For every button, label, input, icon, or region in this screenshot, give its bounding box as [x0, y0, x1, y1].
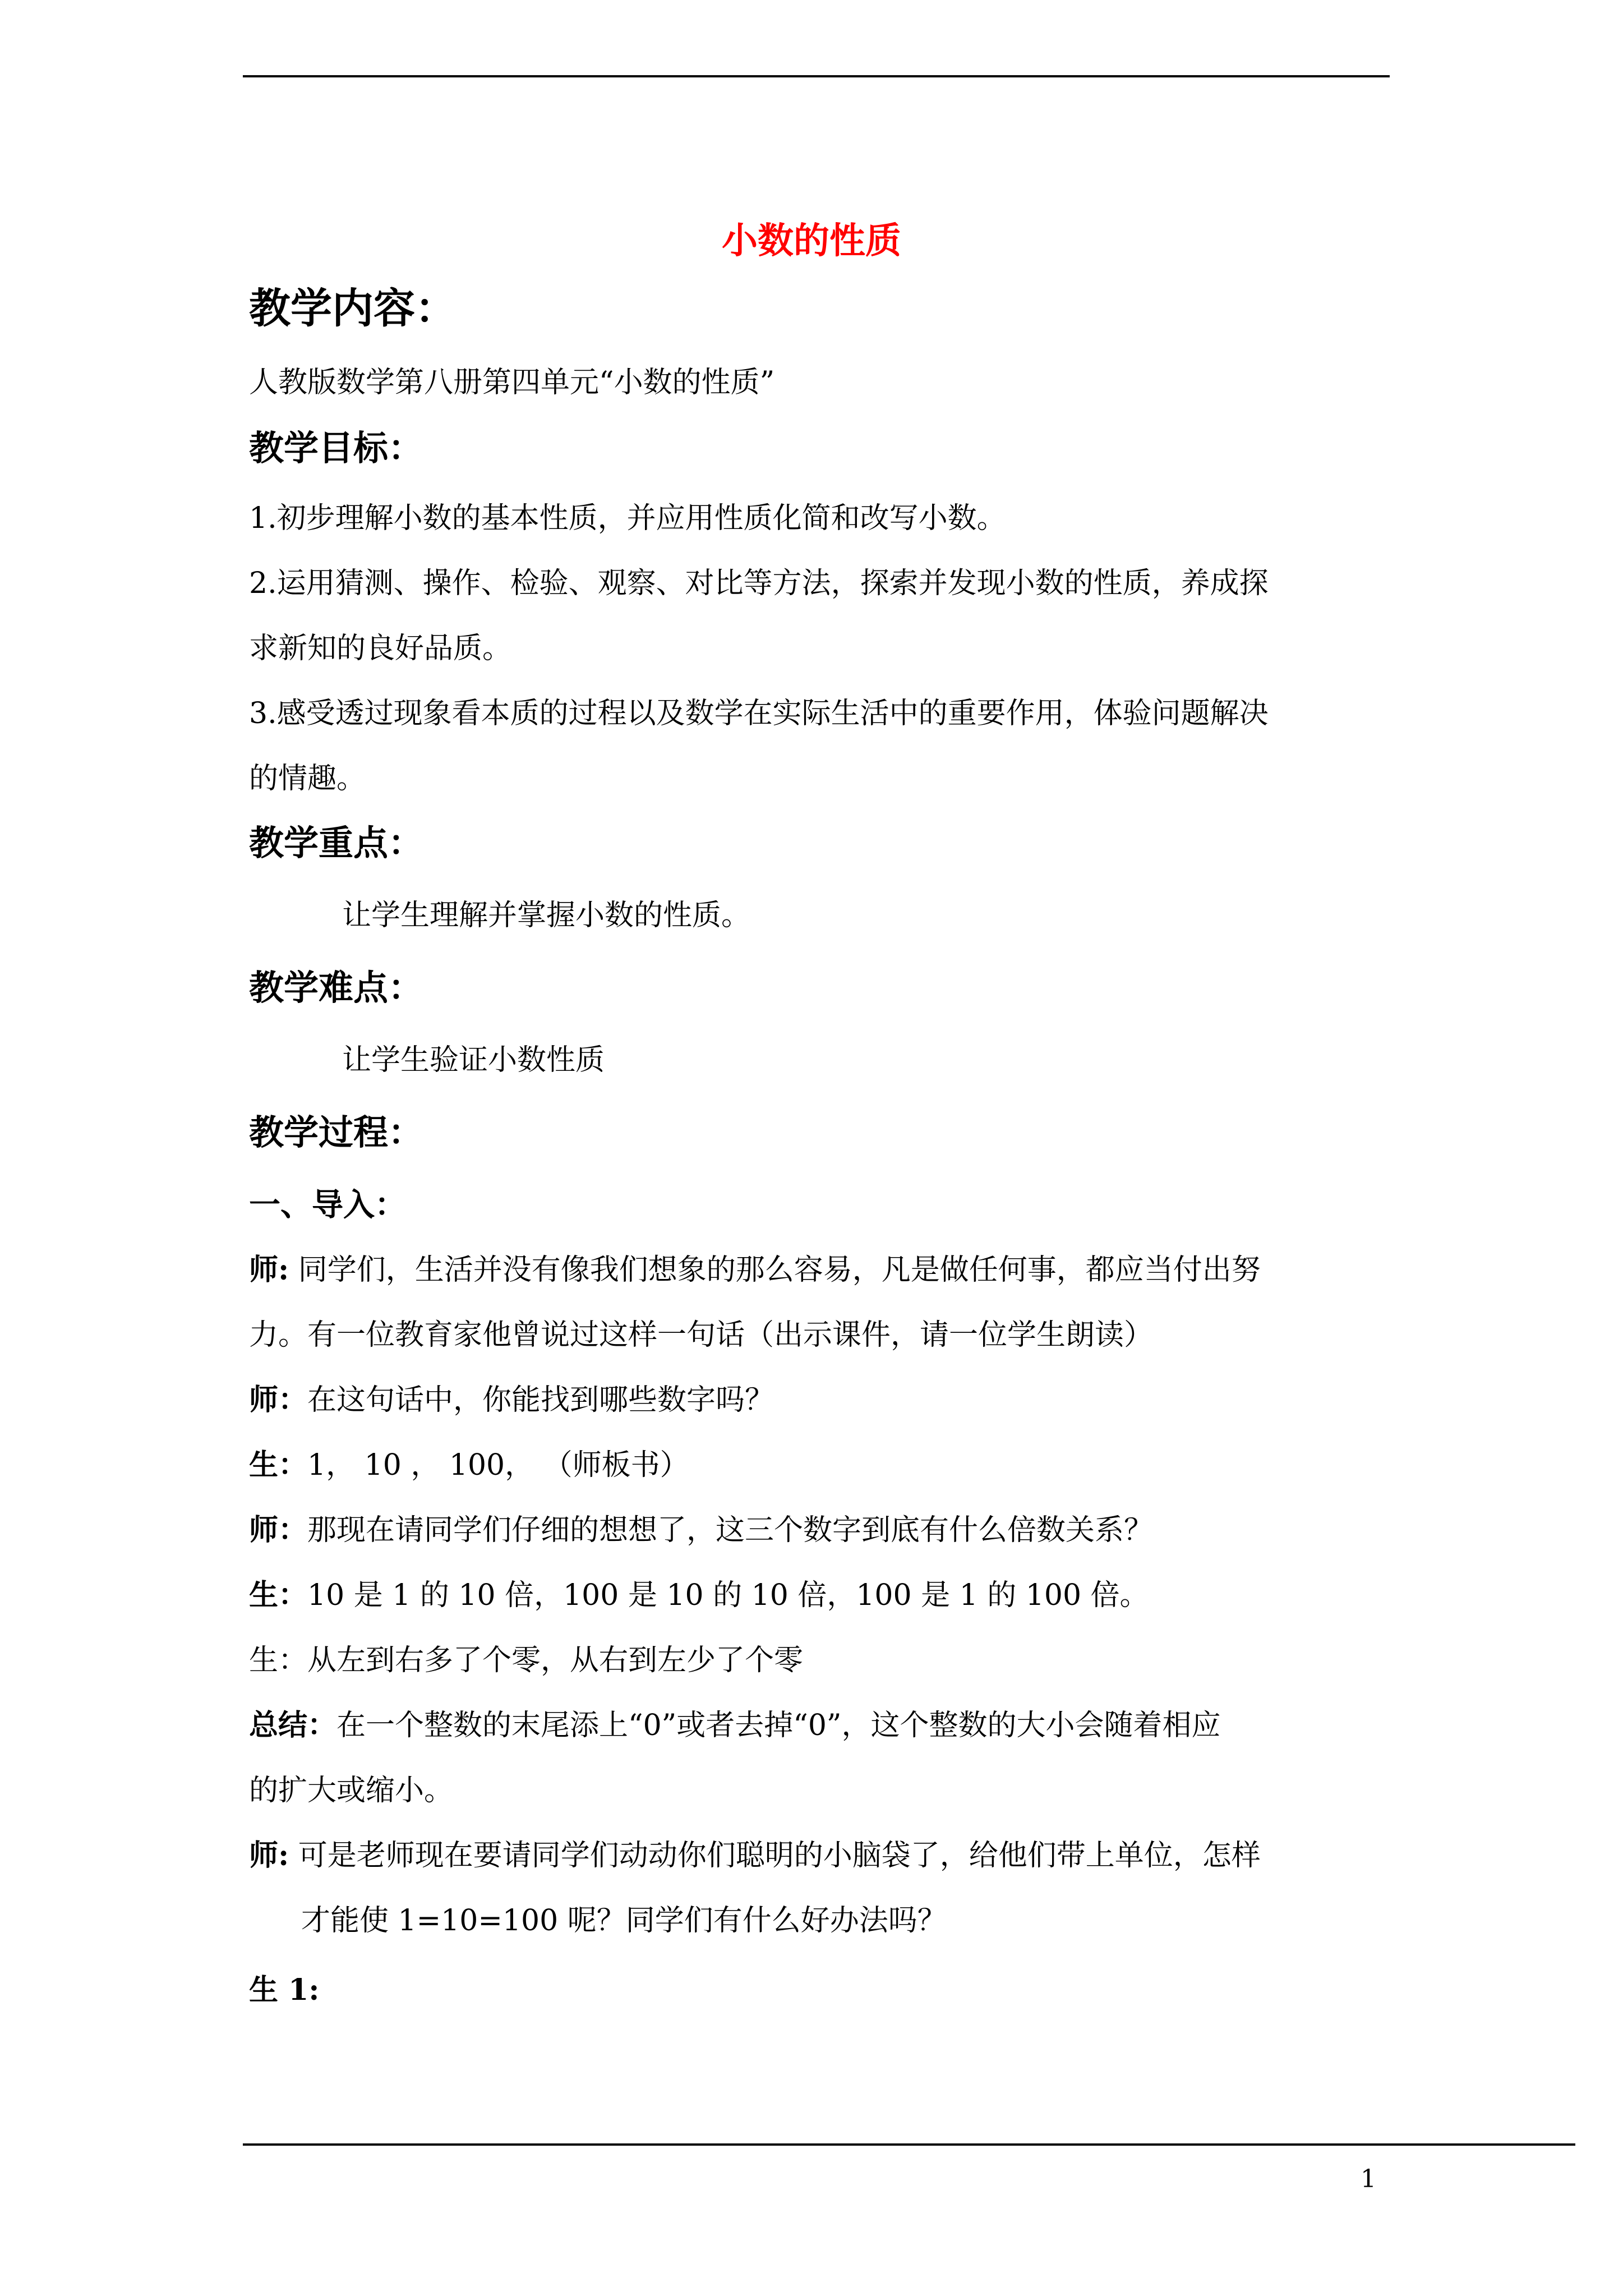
difficulty-text: 让学生验证小数性质 — [342, 1043, 605, 1077]
dialogue-text: 同学们，生活并没有像我们想象的那么容易，凡是做任何事，都应当付出努 — [289, 1253, 1261, 1287]
speaker-label: 师: — [249, 1838, 289, 1872]
dialogue-continuation: 力。有一位教育家他曾说过这样一句话（出示课件，请一位学生朗读） — [249, 1318, 1154, 1352]
speaker-label: 师： — [249, 1383, 308, 1417]
goal-2-line-2: 求新知的良好品质。 — [249, 632, 512, 665]
dialogue-text: 10 是 1 的 10 倍，100 是 10 的 10 倍，100 是 1 的 100 倍。 — [307, 1579, 1149, 1612]
heading-teaching-content: 教学内容： — [249, 284, 457, 333]
dialogue-line — [249, 1693, 1393, 1758]
goal-1: 1.初步理解小数的基本性质，并应用性质化简和改写小数。 — [249, 501, 1006, 535]
heading-teaching-goals: 教学目标： — [249, 427, 423, 468]
dialogue-continuation: 的扩大或缩小。 — [249, 1774, 454, 1807]
goal-3-line-1: 3.感受透过现象看本质的过程以及数学在实际生活中的重要作用，体验问题解决 — [249, 697, 1269, 730]
document-title: 小数的性质 — [722, 220, 901, 262]
speaker-label: 生： — [249, 1578, 308, 1612]
dialogue-line — [249, 1498, 1393, 1563]
dialogue-line: 生：从左到右多了个零，从右到左少了个零 — [249, 1644, 804, 1677]
dialogue-line — [249, 1563, 1393, 1628]
dialogue-line — [249, 1237, 1393, 1303]
dialogue-text: 那现在请同学们仔细的想想了，这三个数字到底有什么倍数关系？ — [307, 1513, 1154, 1547]
dialogue-text: 可是老师现在要请同学们动动你们聪明的小脑袋了，给他们带上单位，怎样 — [289, 1839, 1261, 1872]
key-point-text: 让学生理解并掌握小数的性质。 — [342, 899, 751, 932]
dialogue-line — [249, 1958, 1393, 2023]
heading-process: 教学过程： — [249, 1112, 423, 1153]
dialogue-text: 在这句话中，你能找到哪些数字吗？ — [307, 1383, 774, 1417]
speaker-label: 师： — [249, 1513, 308, 1547]
page-number: 1 — [1361, 2165, 1376, 2193]
dialogue-continuation: 才能使 1=10=100 呢？同学们有什么好办法吗？ — [301, 1904, 947, 1938]
teaching-content-text: 人教版数学第八册第四单元“小数的性质” — [249, 366, 775, 399]
heading-difficulty: 教学难点： — [249, 967, 423, 1008]
heading-key-point: 教学重点： — [249, 822, 423, 863]
heading-introduction: 一、导入： — [249, 1186, 406, 1223]
header-rule — [243, 75, 1390, 77]
dialogue-text: 1， 10 ， 100， （师板书） — [307, 1448, 689, 1482]
dialogue-line — [249, 1433, 1393, 1498]
speaker-label: 总结： — [249, 1708, 337, 1742]
footer-rule — [243, 2143, 1575, 2146]
dialogue-line — [249, 1823, 1393, 1888]
speaker-label: 生 1: — [249, 1973, 320, 2007]
dialogue-text: 在一个整数的末尾添上“0”或者去掉“0”，这个整数的大小会随着相应 — [336, 1709, 1221, 1742]
goal-3-line-2: 的情趣。 — [249, 762, 366, 795]
goal-2-line-1: 2.运用猜测、操作、检验、观察、对比等方法，探索并发现小数的性质，养成探 — [249, 567, 1269, 600]
dialogue-line — [249, 1368, 1393, 1433]
speaker-label: 师: — [249, 1253, 289, 1287]
speaker-label: 生： — [249, 1448, 308, 1482]
